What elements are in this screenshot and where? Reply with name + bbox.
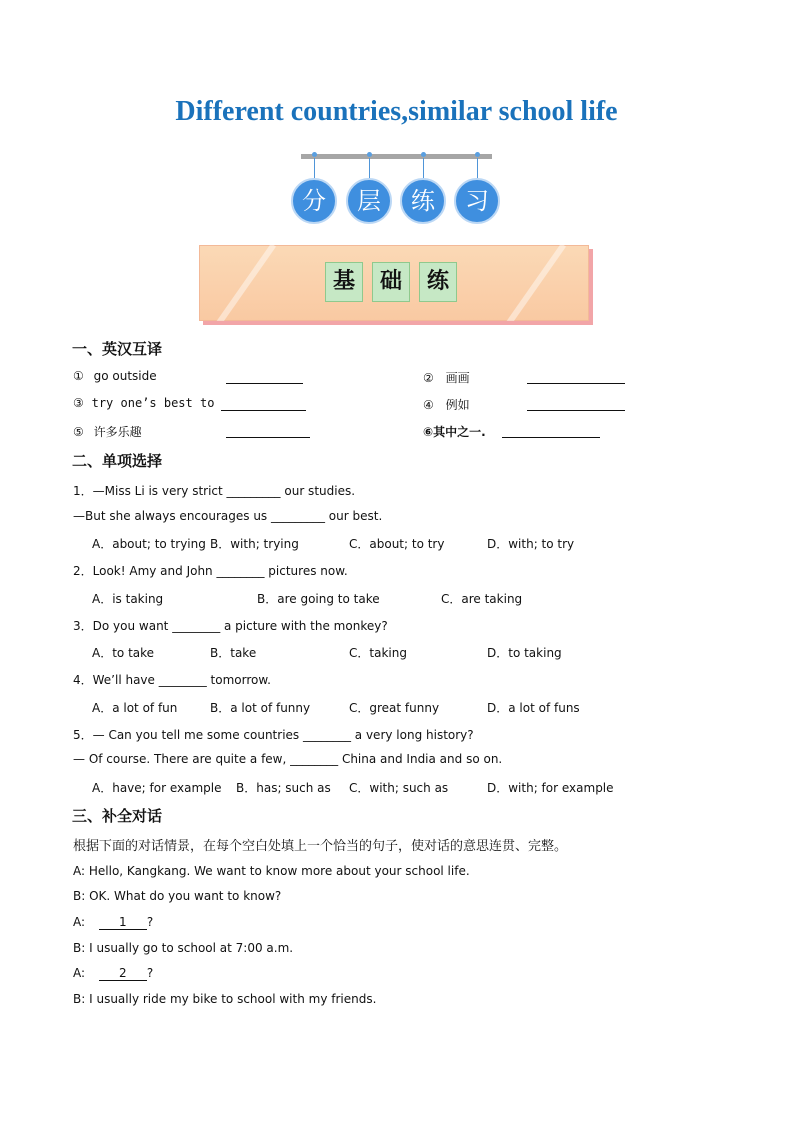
speaker: A: [73,864,86,878]
item-1 [73,369,157,383]
answer-blank[interactable] [527,410,625,411]
item-mark: ③ [73,396,84,410]
dialogue-line [73,864,470,878]
item-4 [423,396,470,413]
speaker: B: [73,941,86,955]
option-b[interactable]: B．are going to take [257,592,380,606]
option-a[interactable]: A．have; for example [92,781,222,795]
dialogue-line [73,889,281,903]
dialogue-line [73,915,153,930]
item-mark: ② [423,371,434,385]
section3-instruction: 根据下面的对话情景，在每个空白处填上一个恰当的句子，使对话的意思连贯、完整。 [73,839,568,854]
hanger-string [423,158,424,180]
speaker: B: [73,889,86,903]
question-3-line1: 3．Do you want ________ a picture with the monkey? [73,619,388,633]
answer-blank[interactable] [221,410,306,411]
item-text: 例如 [445,398,470,412]
option-c[interactable]: C．great funny [349,701,440,715]
item-2 [423,369,470,386]
question-1-line1: 1．—Miss Li is very strict _________ our studies. [73,484,356,498]
option-b[interactable]: B．with; trying [210,537,299,551]
option-a[interactable]: A．about; to trying [92,537,206,551]
option-a[interactable]: A．is taking [92,592,164,606]
option-d[interactable]: D．with; to try [487,537,575,551]
option-c[interactable]: C．taking [349,646,407,660]
option-c[interactable]: C．are taking [441,592,523,606]
blank-suffix: ? [146,966,154,980]
item-3 [73,396,214,410]
badge-xi: 习 [454,178,500,224]
hanger-string [314,158,315,180]
speaker: A: [73,915,86,929]
badge-lian: 练 [400,178,446,224]
question-2-line1: 2．Look! Amy and John ________ pictures now. [73,564,348,578]
item-mark: ④ [423,398,434,412]
item-mark: ① [73,369,84,383]
option-b[interactable]: B．has; such as [236,781,331,795]
option-b[interactable]: B．a lot of funny [210,701,311,715]
dialogue-line [73,992,376,1006]
answer-blank[interactable] [502,437,600,438]
dialogue-line [73,941,293,955]
hanger-pin [475,152,480,157]
hanger-string [477,158,478,180]
badge-ceng: 层 [346,178,392,224]
dialogue-blank-1[interactable]: 1 [99,915,147,930]
section2-heading: 二、单项选择 [72,452,163,470]
answer-blank[interactable] [226,437,310,438]
answer-blank[interactable] [527,383,625,384]
option-a[interactable]: A．a lot of fun [92,701,178,715]
item-6 [423,423,486,440]
speaker: A: [73,966,86,980]
item-text: go outside [93,369,157,383]
blank-suffix: ? [146,915,154,929]
badge-fen: 分 [291,178,337,224]
section3-heading: 三、补全对话 [72,807,163,825]
option-d[interactable]: D．to taking [487,646,562,660]
banner-tile-chu: 础 [372,262,410,302]
dialogue-text: I usually ride my bike to school with my friends. [89,992,377,1006]
item-text: 其中之一. [433,425,486,439]
speaker: B: [73,992,86,1006]
hanger-pin [367,152,372,157]
dialogue-text: Hello, Kangkang. We want to know more about your school life. [88,864,470,878]
option-c[interactable]: C．with; such as [349,781,449,795]
option-a[interactable]: A．to take [92,646,155,660]
item-mark: ⑥ [423,425,434,439]
item-mark: ⑤ [73,425,84,439]
question-4-line1: 4．We’ll have ________ tomorrow. [73,673,271,687]
hanger-string [369,158,370,180]
page-title: Different countries,similar school life [175,96,618,127]
section1-heading: 一、英汉互译 [72,340,163,358]
dialogue-text: I usually go to school at 7:00 a.m. [89,941,294,955]
dialogue-text: OK. What do you want to know? [89,889,282,903]
item-text: try one’s best to [91,396,215,410]
dialogue-blank-2[interactable]: 2 [99,966,147,981]
hanger-pin [421,152,426,157]
option-d[interactable]: D．a lot of funs [487,701,580,715]
question-1-line2: —But she always encourages us _________ our best. [73,509,383,523]
banner-tile-lian: 练 [419,262,457,302]
hanger-bar [301,154,492,159]
item-text: 画画 [445,371,470,385]
option-b[interactable]: B．take [210,646,257,660]
answer-blank[interactable] [226,383,303,384]
question-5-line2: — Of course. There are quite a few, ________ China and India and so on. [73,752,503,766]
hanger-pin [312,152,317,157]
option-d[interactable]: D．with; for example [487,781,614,795]
banner-stripe [208,245,276,321]
item-text: 许多乐趣 [93,425,142,439]
question-5-line1: 5．— Can you tell me some countries ________ a very long history? [73,728,474,742]
banner-tile-ji: 基 [325,262,363,302]
dialogue-line [73,966,153,981]
item-5 [73,423,142,440]
option-c[interactable]: C．about; to try [349,537,445,551]
banner-stripe [498,245,566,321]
